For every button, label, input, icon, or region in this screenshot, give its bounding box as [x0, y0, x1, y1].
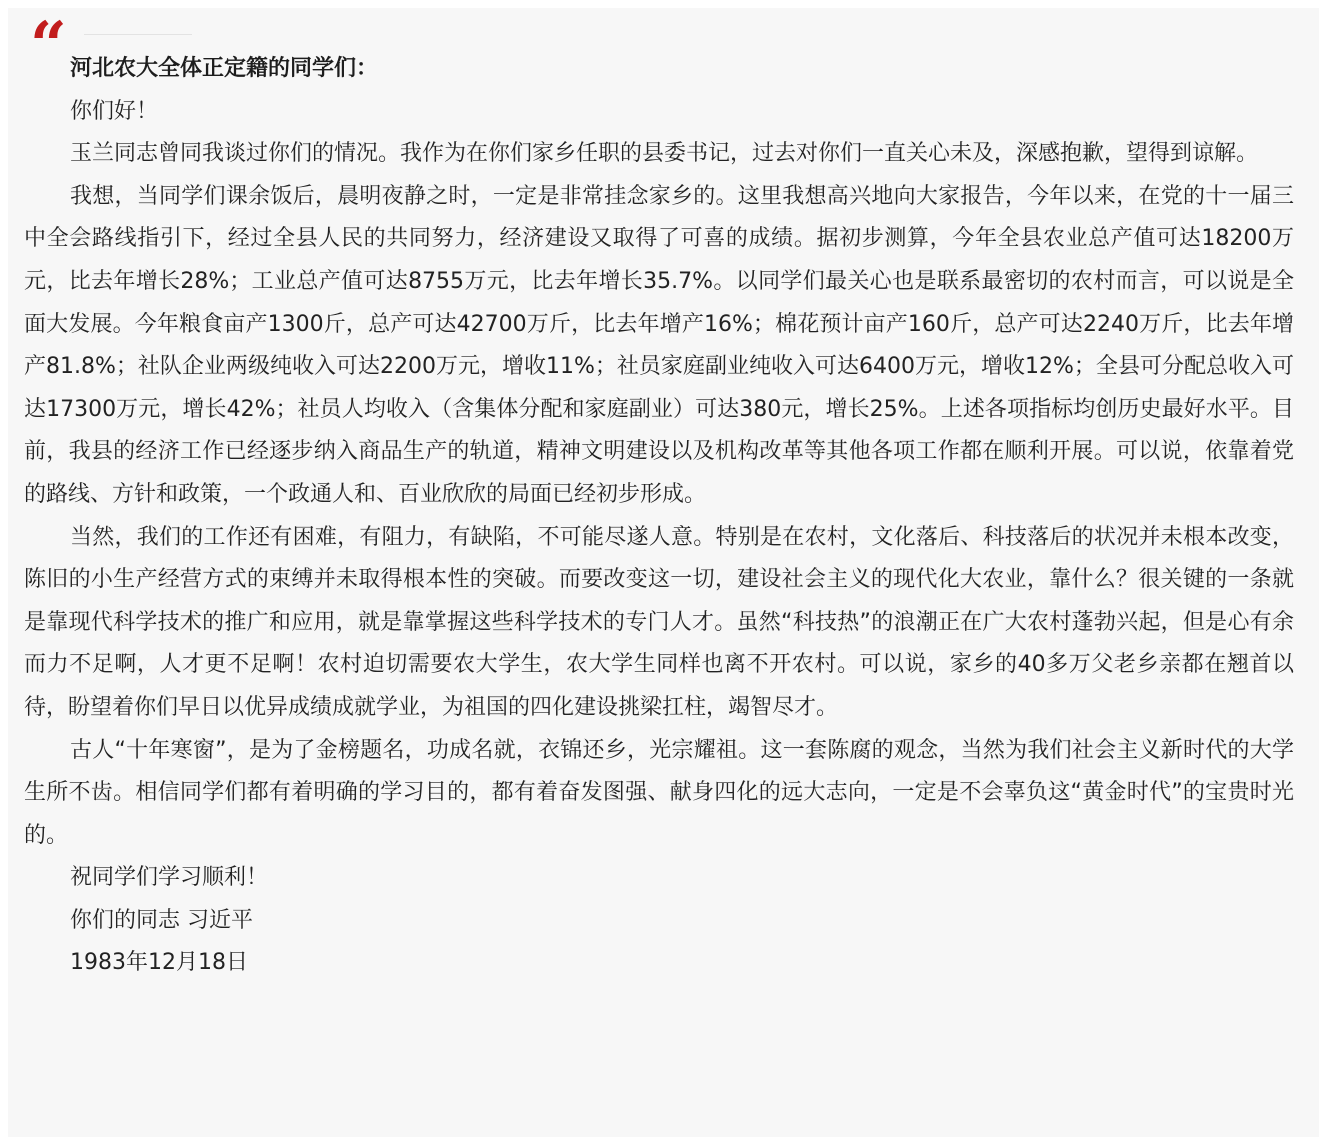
letter-date: 1983年12月18日 — [70, 950, 248, 976]
quote-mark-icon: “ — [30, 8, 63, 83]
letter-paragraph: 我想，当同学们课余饭后，晨明夜静之时，一定是非常挂念家乡的。这里我想高兴地向大家报告，今年以来，在党的十一届三中全会路线指引下，经过全县人民的共同努力，经济建设又取得了可喜的成绩。据初步测算，今年全县农业总产值可达18200万元，比去年增长28%；工业总产值可达8755万元，比去年增长35.7%。以同学们最关心也是联系最密切的农村而言，可以说是全面大发展。今年粮食亩产1300斤，总产可达42700万斤，比去年增产16%；棉花预计亩产160斤，总产可达2240万斤，比去年增产81.8%；社队企业两级纯收入可达2200万元，增收11%；社员家庭副业纯收入可达6400万元，增收12%；全县可分配总收入可达17300万元，增长42%；社员人均收入（含集体分配和家庭副业）可达380元，增长25%。上述各项指标均创历史最好水平。目前，我县的经济工作已经逐步纳入商品生产的轨道，精神文明建设以及机构改革等其他各项工作都在顺利开展。可以说，依靠着党的路线、方针和政策，一个政通人和、百业欣欣的局面已经初步形成。 — [24, 183, 1294, 507]
letter-signature: 你们的同志 习近平 — [70, 907, 253, 933]
letter-closing: 祝同学们学习顺利！ — [70, 865, 269, 891]
quote-divider — [84, 34, 192, 35]
letter-paragraph: 古人“十年寒窗”，是为了金榜题名，功成名就，衣锦还乡，光宗耀祖。这一套陈腐的观念，当然为我们社会主义新时代的大学生所不齿。相信同学们都有着明确的学习目的，都有着奋发图强、献身四化的远大志向，一定是不会辜负这“黄金时代”的宝贵时光的。 — [24, 737, 1294, 848]
letter-paragraph: 玉兰同志曾同我谈过你们的情况。我作为在你们家乡任职的县委书记，过去对你们一直关心未及，深感抱歉，望得到谅解。 — [70, 141, 1259, 167]
letter-greeting: 你们好！ — [70, 98, 159, 124]
letter-paragraph: 当然，我们的工作还有困难，有阻力，有缺陷，不可能尽遂人意。特别是在农村，文化落后、科技落后的状况并未根本改变，陈旧的小生产经营方式的束缚并未取得根本性的突破。而要改变这一切，建设社会主义的现代化大农业，靠什么？很关键的一条就是靠现代科学技术的推广和应用，就是靠掌握这些科学技术的专门人才。虽然“科技热”的浪潮正在广大农村蓬勃兴起，但是心有余而力不足啊，人才更不足啊！农村迫切需要农大学生，农大学生同样也离不开农村。可以说，家乡的40多万父老乡亲都在翘首以待，盼望着你们早日以优异成绩成就学业，为祖国的四化建设挑梁扛柱，竭智尽才。 — [24, 524, 1294, 720]
letter-salutation: 河北农大全体正定籍的同学们： — [70, 56, 379, 81]
letter-body — [24, 48, 1294, 985]
